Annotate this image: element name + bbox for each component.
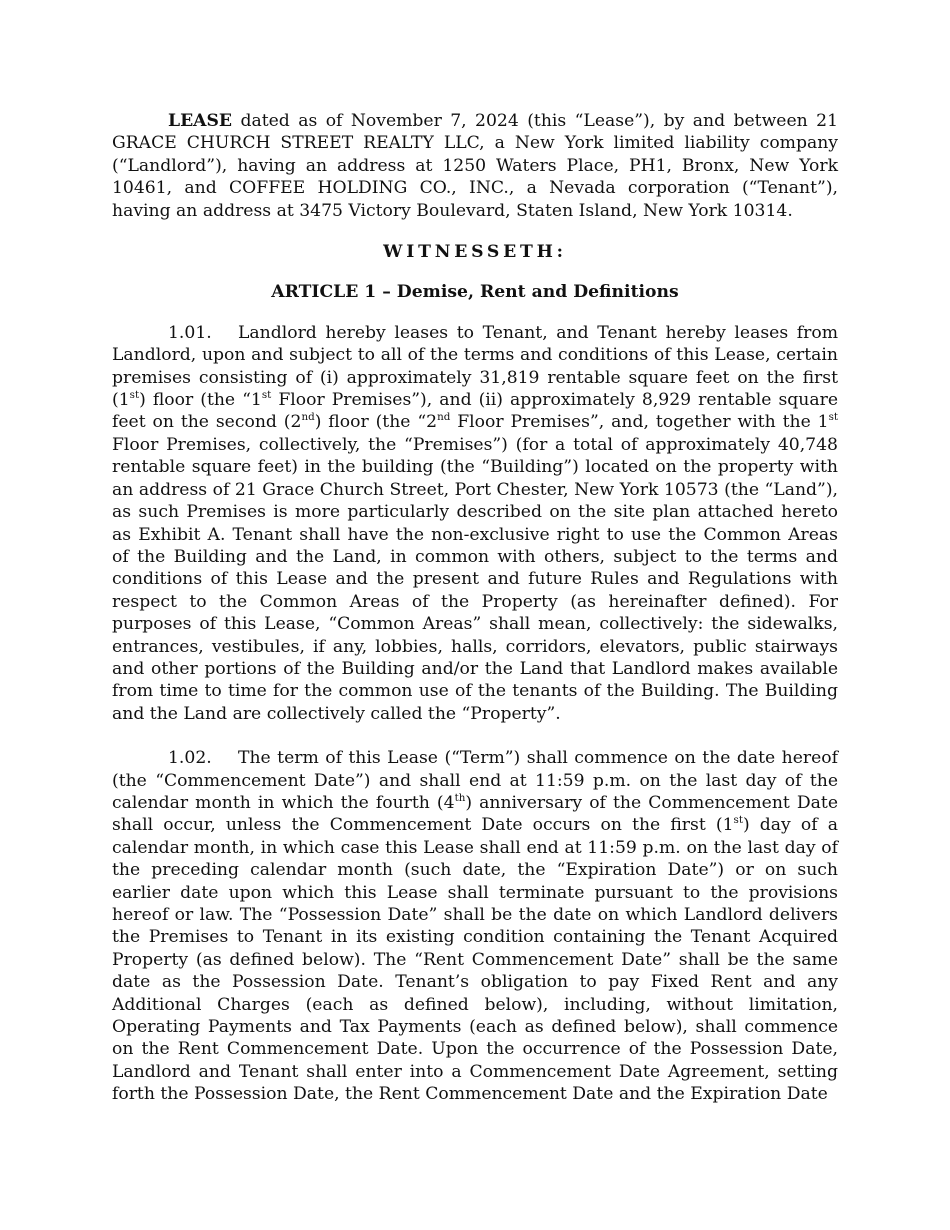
ordinal-suffix: nd	[437, 411, 451, 424]
section-text: The term of this Lease (“Term”) shall commence on the date hereof (the “Commencement Date”) and shall end at 11:59 p.m. on the last day of the calendar month in which the fourth (4	[112, 748, 838, 813]
ordinal-suffix: nd	[301, 411, 315, 424]
section-1-02	[112, 747, 838, 1106]
section-text: Landlord hereby leases to Tenant, and Tenant hereby leases from Landlord, upon and subject to all of the terms and conditions of this Lease, certain premises consisting of (i) approximately 31,819 rentable square feet on the first (1	[112, 322, 838, 411]
intro-paragraph	[112, 110, 838, 222]
section-text: Floor Premises”, and, together with the 1	[450, 412, 829, 433]
section-text: ) day of a calendar month, in which case this Lease shall end at 11:59 p.m. on the last day of the preceding calendar month (such date, the “Expiration Date”) or on such earlier date upon which this Lease shall terminate pursuant to the provisions hereof or law. The “Possession Date” shall be the date on which Landlord delivers the Premises to Tenant in its existing condition containing the Tenant Acquired Property (as defined below). The “Rent Commencement Date” shall be the same date as the Possession Date. Tenant’s obligation to pay Fixed Rent and any Additional Charges (each as defined below), including, without limitation, Operating Payments and Tax Payments (each as defined below), shall commence on the Rent Commencement Date. Upon the occurrence of the Possession Date, Landlord and Tenant shall enter into a Commencement Date Agreement, setting forth the Possession Date, the Rent Commencement Date and the Expiration Date	[112, 815, 838, 1105]
ordinal-suffix: st	[828, 411, 839, 424]
section-text: Floor Premises, collectively, the “Premises”) (for a total of approximately 40,748 rentable square feet) in the building (the “Building”) located on the property with an address of 21 Grace Church Street, Port Chester, New York 10573 (the “Land”), as such Premises is more particularly described on the site plan attached hereto as Exhibit A. Tenant shall have the non-exclusive right to use the Common Areas of the Building and the Land, in common with others, subject to the terms and conditions of this Lease and the present and future Rules and Regulations with respect to the Common Areas of the Property (as hereinafter defined). For purposes of this Lease, “Common Areas” shall mean, collectively: the sidewalks, entrances, vestibules, if any, lobbies, halls, corridors, elevators, public stairways and other portions of the Building and/or the Land that Landlord makes available from time to time for the common use of the tenants of the Building. The Building and the Land are collectively called the “Property”.	[112, 434, 838, 724]
section-text: ) anniversary of the Commencement Date shall occur, unless the Commencement Date occurs on the first (1	[112, 792, 838, 836]
section-number: 1.02.	[168, 748, 212, 769]
section-1-01	[112, 322, 838, 725]
section-number: 1.01.	[168, 322, 212, 343]
section-text: Floor Premises”), and (ii) approximately 8,929 rentable square feet on the second (2	[112, 390, 838, 433]
intro-text: dated as of November 7, 2024 (this “Lease”), by and between 21 GRACE CHURCH STREET REALTY LLC, a New York limited liability company (“Landlord”), having an address at 1250 Waters Place, PH1, Bronx, New York 10461, and COFFEE HOLDING CO., INC., a Nevada corporation (“Tenant”), having an address at 3475 Victory Boulevard, Staten Island, New York 10314.	[112, 111, 838, 221]
article-1-title: ARTICLE 1 – Demise, Rent and Definitions	[271, 282, 679, 303]
ordinal-suffix: st	[733, 814, 743, 827]
ordinal-suffix: th	[454, 791, 466, 804]
ordinal-suffix: st	[129, 388, 140, 401]
section-text: ) floor (the “1	[139, 390, 262, 411]
lease-bold-lead: LEASE	[168, 111, 233, 131]
section-text: ) floor (the “2	[314, 412, 438, 433]
ordinal-suffix: st	[261, 388, 272, 401]
lease-page	[112, 110, 838, 1106]
witnesseth-heading: WITNESSETH:	[383, 242, 567, 263]
